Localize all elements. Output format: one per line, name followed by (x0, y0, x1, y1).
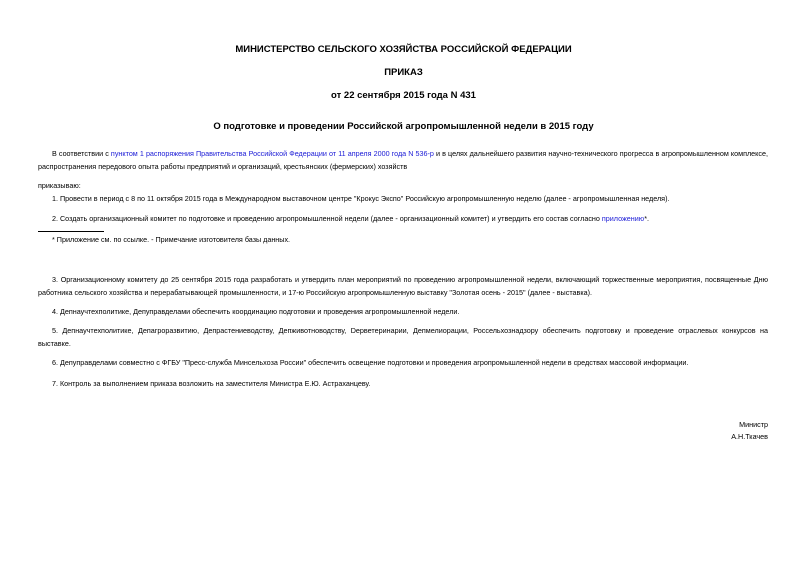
signature-name: А.Н.Ткачев (731, 432, 768, 441)
document-title: О подготовке и проведении Российской агропромышленной недели в 2015 году (213, 121, 594, 132)
order-word: приказываю: (38, 181, 81, 190)
intro-text-end: и в целях дальнейшего развития научно-технического прогресса в агропромышленном комплексе, распространения передового опыта работы предприятий и организаций, крестьянских (фермерских) хозяйств (38, 149, 768, 171)
intro-paragraph (38, 148, 768, 173)
item-1: 1. Провести в период с 8 по 11 октября 2015 года в Международном выставочном центре "Крокус Экспо" Российскую агропромышленную неделю (далее - агропромышленная неделя). (52, 194, 670, 203)
order-date: от 22 сентября 2015 года N 431 (331, 90, 476, 101)
intro-text-start: В соответствии с (52, 149, 111, 158)
item-4: 4. Депнаучтехполитике, Депуправделами обеспечить координацию подготовки и проведения агропромышленной недели. (52, 307, 460, 316)
item-2-footnote-mark: *. (644, 214, 649, 223)
ministry-heading: МИНИСТЕРСТВО СЕЛЬСКОГО ХОЗЯЙСТВА РОССИЙСКОЙ ФЕДЕРАЦИИ (235, 44, 572, 55)
signature-title: Министр (739, 420, 768, 429)
order-label: ПРИКАЗ (384, 67, 423, 78)
item-2-text: 2. Создать организационный комитет по подготовке и проведению агропромышленной недели (далее - организационный комитет) и утвердить его состав согласно (52, 214, 602, 223)
footnote-divider (38, 231, 104, 232)
government-decree-link[interactable]: пунктом 1 распоряжения Правительства Российской Федерации от 11 апреля 2000 года N 536-р (110, 149, 434, 158)
item-7: 7. Контроль за выполнением приказа возложить на заместителя Министра Е.Ю. Астраханцеву. (52, 379, 371, 388)
item-2 (38, 213, 768, 226)
item-5: 5. Депнаучтехполитике, Депагроразвитию, Депрастениеводству, Депживотноводству, Depветеринарии, Депмелиорации, Россельхознадзору обеспечить подготовку и проведение отраслевых конкурсов на выставке. (38, 326, 768, 348)
item-3: 3. Организационному комитету до 25 сентября 2015 года разработать и утвердить план мероприятий по проведению агропромышленной недели, включающий торжественные мероприятия, посвященные Дню работника сельского хозяйства и перерабатывающей промышленности, и 17-ю Российскую агропромышленную выставку "Золотая осень - 2015" (далее - выставка). (38, 275, 768, 297)
footnote: * Приложение см. по ссылке. - Примечание изготовителя базы данных. (52, 235, 291, 244)
appendix-link[interactable]: приложению (601, 214, 645, 223)
item-6: 6. Депуправделами совместно с ФГБУ "Пресс-служба Минсельхоза России" обеспечить освещение подготовки и проведения агропромышленной недели в средствах массовой информации. (52, 358, 689, 367)
